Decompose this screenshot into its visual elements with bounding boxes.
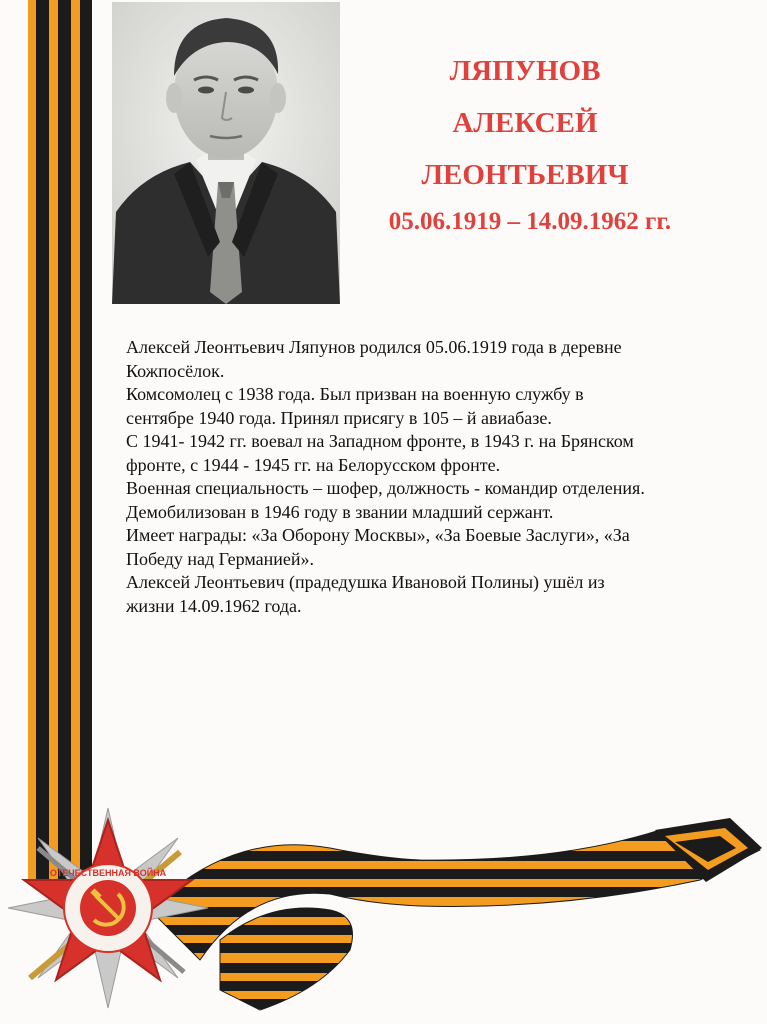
biography-line: фронте, с 1944 - 1945 гг. на Белорусском фронте. bbox=[126, 454, 501, 475]
first-name: АЛЕКСЕЙ bbox=[452, 107, 598, 139]
surname: ЛЯПУНОВ bbox=[449, 55, 601, 87]
biography-line: сентябре 1940 года. Принял присягу в 105 – й авиабазе. bbox=[126, 407, 552, 428]
order-badge-text: ОТЕЧЕСТВЕННАЯ ВОЙНА bbox=[49, 868, 167, 878]
biography-line: Комсомолец с 1938 года. Был призван на военную службу в bbox=[126, 384, 584, 404]
biography-line: Победу над Германией». bbox=[126, 548, 315, 569]
portrait-illustration bbox=[112, 2, 340, 304]
order-badge bbox=[8, 808, 208, 1008]
portrait-photo bbox=[112, 2, 340, 304]
life-dates: 05.06.1919 – 14.09.1962 гг. bbox=[388, 208, 672, 235]
patronymic: ЛЕОНТЬЕВИЧ bbox=[421, 159, 629, 191]
biography-line: Кожпосёлок. bbox=[126, 360, 225, 381]
biography-line: Демобилизован в 1946 году в звании младший сержант. bbox=[126, 501, 554, 522]
biography-line: Алексей Леонтьевич (прадедушка Ивановой Полины) ушёл из bbox=[126, 572, 605, 592]
biography-line: С 1941- 1942 гг. воевал на Западном фронте, в 1943 г. на Брянском bbox=[126, 431, 634, 451]
biography-line: жизни 14.09.1962 года. bbox=[126, 595, 302, 616]
biography-line: Военная специальность – шофер, должность - командир отделения. bbox=[126, 478, 645, 498]
person-name-heading bbox=[360, 45, 690, 201]
biography-line: Алексей Леонтьевич Ляпунов родился 05.06.1919 года в деревне bbox=[126, 337, 622, 357]
biography-line: Имеет награды: «За Оборону Москвы», «За Боевые Заслуги», «За bbox=[126, 525, 630, 545]
bottom-decoration bbox=[0, 790, 767, 1024]
biography-text bbox=[126, 336, 726, 618]
st-george-ribbon-vertical bbox=[28, 0, 92, 880]
